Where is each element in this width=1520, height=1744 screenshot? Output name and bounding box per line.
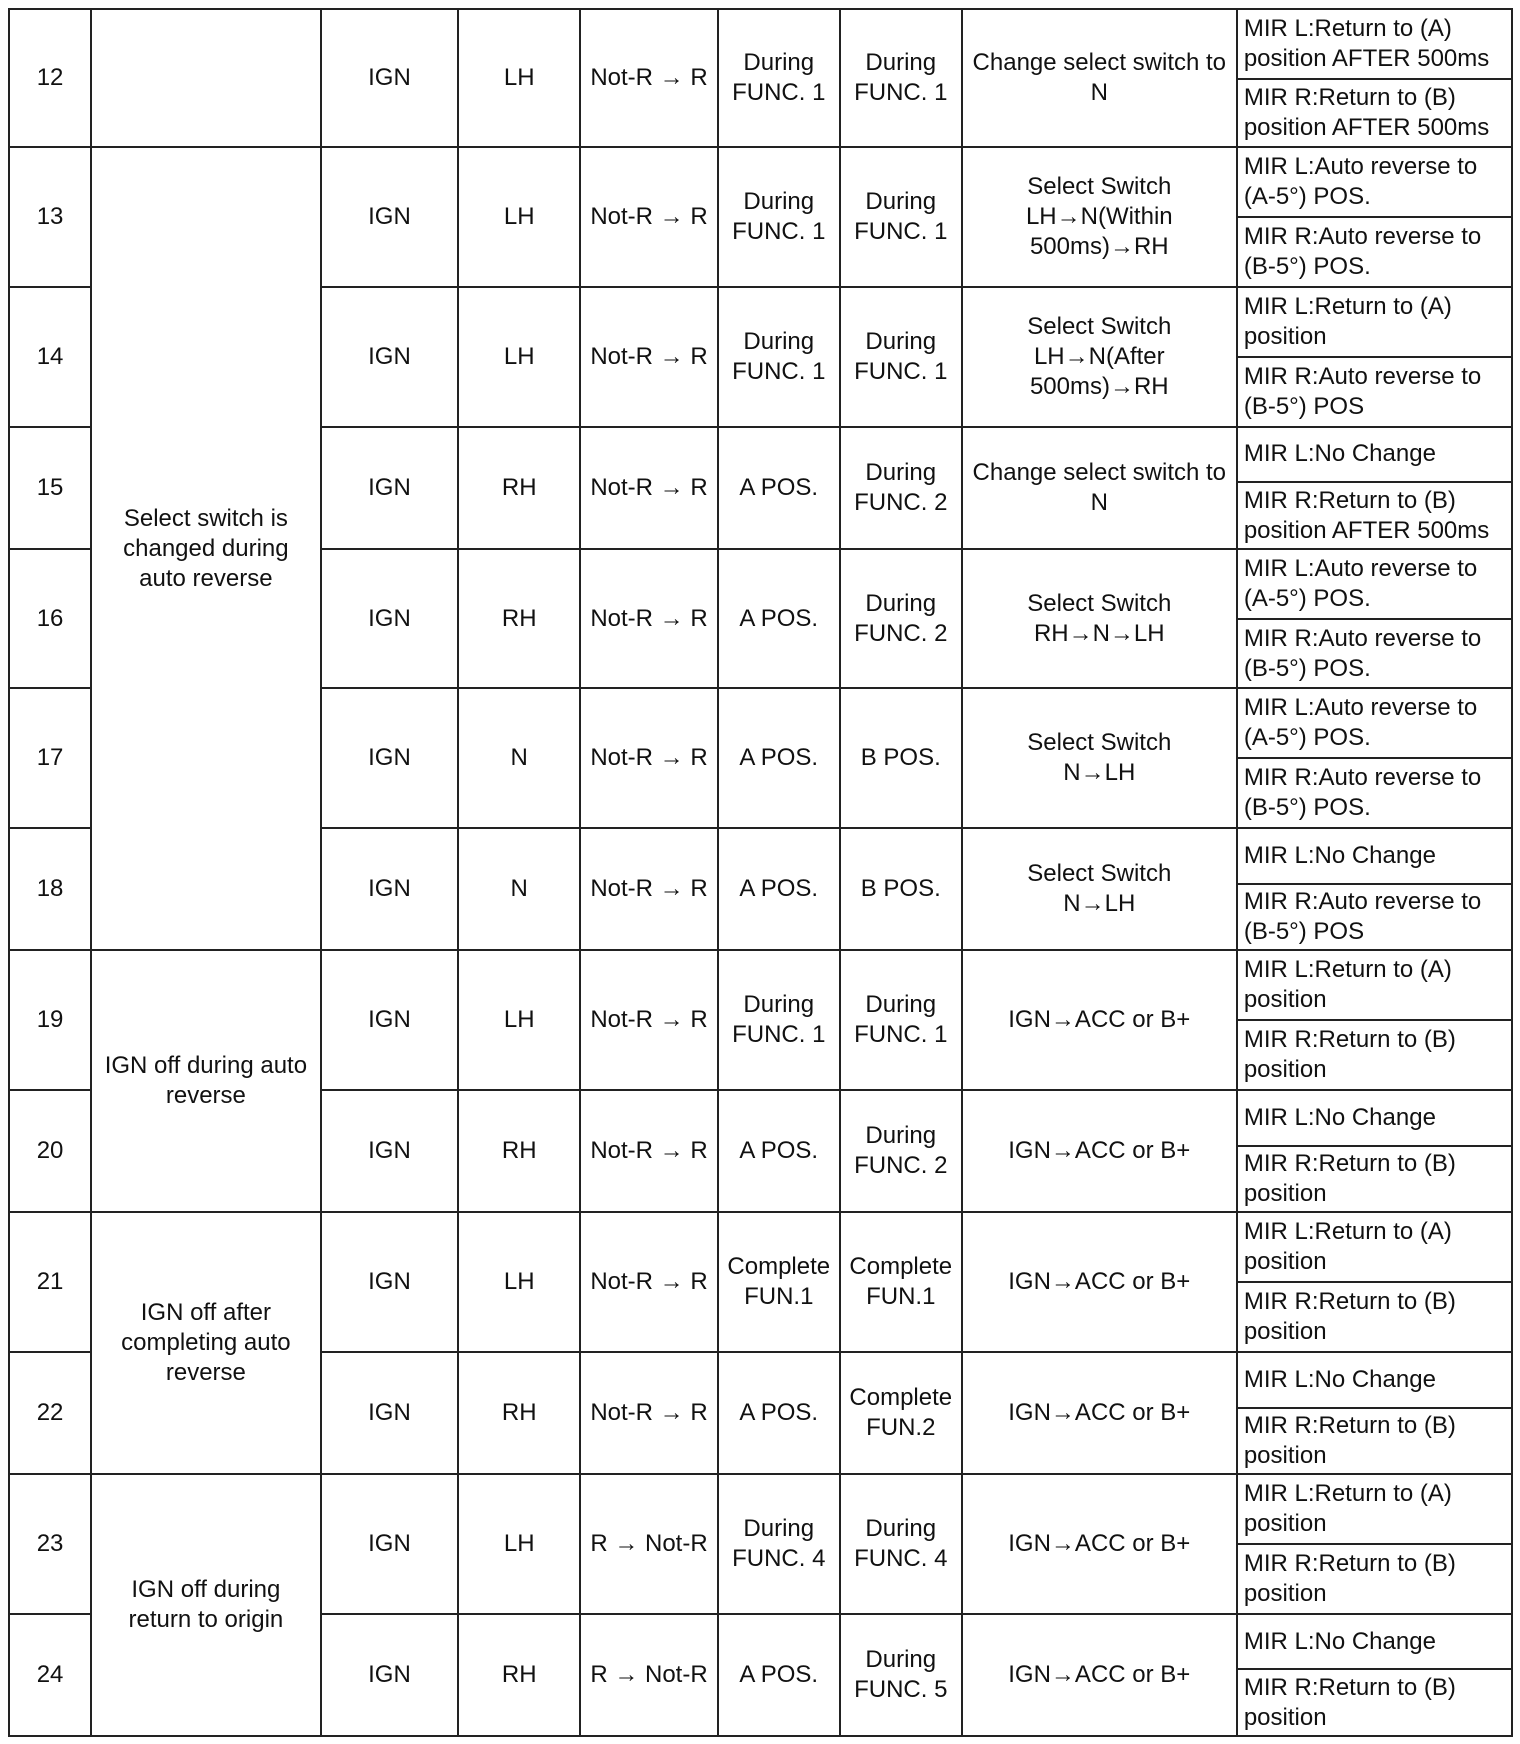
gear-change: Not-R → R xyxy=(580,549,718,689)
mirror-l-state: During FUNC. 1 xyxy=(718,287,840,427)
result-mirror-r: MIR R:Auto reverse to (B-5°) POS xyxy=(1237,357,1512,427)
action: Select Switch N→LH xyxy=(962,688,1237,828)
result-mirror-r: MIR R:Return to (B) position AFTER 500ms xyxy=(1237,482,1512,549)
result-mirror-l: MIR L:Auto reverse to (A-5°) POS. xyxy=(1237,147,1512,217)
ign-status: IGN xyxy=(321,950,459,1090)
select-switch: RH xyxy=(458,549,580,689)
select-switch: RH xyxy=(458,427,580,549)
test-number: 19 xyxy=(9,950,91,1090)
action: Select Switch LH→N(After 500ms)→RH xyxy=(962,287,1237,427)
ign-status: IGN xyxy=(321,1614,459,1736)
ign-status: IGN xyxy=(321,688,459,828)
mirror-r-state: During FUNC. 1 xyxy=(840,287,962,427)
condition-group: Select switch is changed during auto reverse xyxy=(91,147,321,950)
result-mirror-r: MIR R:Return to (B) position xyxy=(1237,1282,1512,1352)
test-number: 16 xyxy=(9,549,91,689)
mirror-r-state: During FUNC. 1 xyxy=(840,147,962,287)
mirror-l-state: A POS. xyxy=(718,688,840,828)
test-number: 24 xyxy=(9,1614,91,1736)
result-mirror-l: MIR L:Return to (A) position xyxy=(1237,950,1512,1020)
ign-status: IGN xyxy=(321,1090,459,1212)
result-mirror-r: MIR R:Auto reverse to (B-5°) POS xyxy=(1237,884,1512,951)
condition-group: IGN off after completing auto reverse xyxy=(91,1212,321,1474)
result-mirror-r: MIR R:Return to (B) position xyxy=(1237,1020,1512,1090)
ign-status: IGN xyxy=(321,9,459,147)
ign-status: IGN xyxy=(321,427,459,549)
result-mirror-l: MIR L:Return to (A) position xyxy=(1237,1212,1512,1282)
result-mirror-l: MIR L:Return to (A) position xyxy=(1237,1474,1512,1544)
gear-change: Not-R → R xyxy=(580,147,718,287)
select-switch: LH xyxy=(458,950,580,1090)
mirror-r-state: Complete FUN.1 xyxy=(840,1212,962,1352)
ign-status: IGN xyxy=(321,828,459,950)
gear-change: Not-R → R xyxy=(580,287,718,427)
mirror-l-state: A POS. xyxy=(718,828,840,950)
test-number: 14 xyxy=(9,287,91,427)
ign-status: IGN xyxy=(321,549,459,689)
result-mirror-l: MIR L:No Change xyxy=(1237,828,1512,884)
result-mirror-r: MIR R:Auto reverse to (B-5°) POS. xyxy=(1237,217,1512,287)
test-number: 18 xyxy=(9,828,91,950)
test-number: 15 xyxy=(9,427,91,549)
action: IGN→ACC or B+ xyxy=(962,950,1237,1090)
result-mirror-r: MIR R:Return to (B) position xyxy=(1237,1669,1512,1736)
result-mirror-r: MIR R:Return to (B) position xyxy=(1237,1544,1512,1614)
table-row xyxy=(9,950,1512,1020)
select-switch: N xyxy=(458,688,580,828)
condition-group xyxy=(91,9,321,147)
action: IGN→ACC or B+ xyxy=(962,1474,1237,1614)
select-switch: LH xyxy=(458,287,580,427)
result-mirror-l: MIR L:No Change xyxy=(1237,1090,1512,1146)
result-mirror-r: MIR R:Auto reverse to (B-5°) POS. xyxy=(1237,758,1512,828)
result-mirror-r: MIR R:Auto reverse to (B-5°) POS. xyxy=(1237,619,1512,689)
mirror-r-state: During FUNC. 5 xyxy=(840,1614,962,1736)
result-mirror-l: MIR L:No Change xyxy=(1237,1614,1512,1670)
gear-change: Not-R → R xyxy=(580,9,718,147)
action: Select Switch N→LH xyxy=(962,828,1237,950)
test-number: 20 xyxy=(9,1090,91,1212)
gear-change: R → Not-R xyxy=(580,1474,718,1614)
gear-change: Not-R → R xyxy=(580,1212,718,1352)
result-mirror-l: MIR L:Return to (A) position xyxy=(1237,287,1512,357)
result-mirror-l: MIR L:Return to (A) position AFTER 500ms xyxy=(1237,9,1512,79)
condition-group: IGN off during return to origin xyxy=(91,1474,321,1736)
mirror-l-state: A POS. xyxy=(718,1614,840,1736)
ign-status: IGN xyxy=(321,1212,459,1352)
result-mirror-l: MIR L:No Change xyxy=(1237,427,1512,483)
gear-change: Not-R → R xyxy=(580,950,718,1090)
mirror-test-table xyxy=(8,8,1513,1737)
select-switch: LH xyxy=(458,9,580,147)
result-mirror-l: MIR L:Auto reverse to (A-5°) POS. xyxy=(1237,549,1512,619)
select-switch: RH xyxy=(458,1614,580,1736)
ign-status: IGN xyxy=(321,1352,459,1474)
action: IGN→ACC or B+ xyxy=(962,1614,1237,1736)
mirror-l-state: A POS. xyxy=(718,1090,840,1212)
action: IGN→ACC or B+ xyxy=(962,1090,1237,1212)
ign-status: IGN xyxy=(321,1474,459,1614)
test-number: 22 xyxy=(9,1352,91,1474)
mirror-r-state: During FUNC. 1 xyxy=(840,950,962,1090)
test-number: 21 xyxy=(9,1212,91,1352)
mirror-l-state: A POS. xyxy=(718,1352,840,1474)
action: Select Switch LH→N(Within 500ms)→RH xyxy=(962,147,1237,287)
select-switch: RH xyxy=(458,1352,580,1474)
gear-change: Not-R → R xyxy=(580,828,718,950)
mirror-r-state: During FUNC. 2 xyxy=(840,427,962,549)
action: IGN→ACC or B+ xyxy=(962,1212,1237,1352)
gear-change: Not-R → R xyxy=(580,1352,718,1474)
action: Change select switch to N xyxy=(962,427,1237,549)
mirror-r-state: B POS. xyxy=(840,688,962,828)
mirror-l-state: A POS. xyxy=(718,549,840,689)
mirror-r-state: During FUNC. 4 xyxy=(840,1474,962,1614)
gear-change: Not-R → R xyxy=(580,427,718,549)
gear-change: Not-R → R xyxy=(580,1090,718,1212)
action: Select Switch RH→N→LH xyxy=(962,549,1237,689)
mirror-l-state: During FUNC. 4 xyxy=(718,1474,840,1614)
select-switch: LH xyxy=(458,1474,580,1614)
select-switch: LH xyxy=(458,147,580,287)
table-row xyxy=(9,1474,1512,1544)
select-switch: LH xyxy=(458,1212,580,1352)
table-row xyxy=(9,147,1512,217)
mirror-l-state: A POS. xyxy=(718,427,840,549)
action: Change select switch to N xyxy=(962,9,1237,147)
mirror-l-state: During FUNC. 1 xyxy=(718,9,840,147)
gear-change: Not-R → R xyxy=(580,688,718,828)
table-row xyxy=(9,9,1512,79)
ign-status: IGN xyxy=(321,287,459,427)
test-number: 23 xyxy=(9,1474,91,1614)
mirror-l-state: During FUNC. 1 xyxy=(718,147,840,287)
mirror-r-state: B POS. xyxy=(840,828,962,950)
test-number: 12 xyxy=(9,9,91,147)
mirror-r-state: During FUNC. 2 xyxy=(840,549,962,689)
result-mirror-l: MIR L:No Change xyxy=(1237,1352,1512,1408)
select-switch: RH xyxy=(458,1090,580,1212)
mirror-r-state: During FUNC. 1 xyxy=(840,9,962,147)
mirror-r-state: During FUNC. 2 xyxy=(840,1090,962,1212)
result-mirror-r: MIR R:Return to (B) position xyxy=(1237,1408,1512,1475)
condition-group: IGN off during auto reverse xyxy=(91,950,321,1212)
gear-change: R → Not-R xyxy=(580,1614,718,1736)
result-mirror-r: MIR R:Return to (B) position xyxy=(1237,1146,1512,1213)
result-mirror-l: MIR L:Auto reverse to (A-5°) POS. xyxy=(1237,688,1512,758)
action: IGN→ACC or B+ xyxy=(962,1352,1237,1474)
result-mirror-r: MIR R:Return to (B) position AFTER 500ms xyxy=(1237,79,1512,148)
mirror-l-state: Complete FUN.1 xyxy=(718,1212,840,1352)
test-number: 13 xyxy=(9,147,91,287)
mirror-l-state: During FUNC. 1 xyxy=(718,950,840,1090)
mirror-r-state: Complete FUN.2 xyxy=(840,1352,962,1474)
table-body xyxy=(9,9,1512,1736)
table-row xyxy=(9,1212,1512,1282)
ign-status: IGN xyxy=(321,147,459,287)
select-switch: N xyxy=(458,828,580,950)
test-number: 17 xyxy=(9,688,91,828)
